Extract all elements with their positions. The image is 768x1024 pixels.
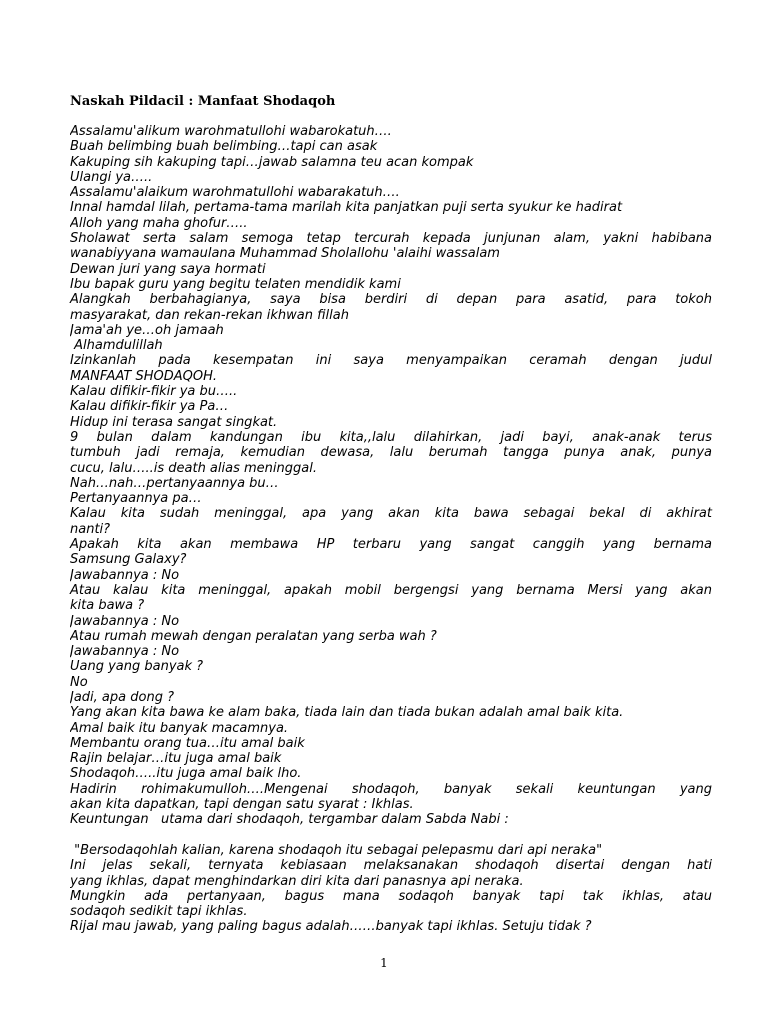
text-line: Amal baik itu banyak macamnya. [70, 720, 289, 736]
text-line: nanti? [70, 521, 111, 537]
text-line: Keuntungan utama dari shodaqoh, tergambar dalam Sabda Nabi : [70, 812, 509, 828]
text-line: Jawabannya : No [70, 613, 180, 629]
text-line: Assalamu'alaikum warohmatullohi wabarakatuh…. [70, 185, 400, 201]
text-line: Sholawat serta salam semoga tetap tercurah kepada junjunan alam, yakni habibana [70, 231, 712, 247]
text-line: Alloh yang maha ghofur….. [70, 215, 248, 231]
document-title: Naskah Pildacil : Manfaat Shodaqoh [70, 94, 336, 109]
text-line: Hidup ini terasa sangat singkat. [70, 414, 278, 430]
text-line: Kalau difikir-fikir ya bu….. [70, 384, 238, 400]
text-line: Assalamu'alikum warohmatullohi wabarokatuh…. [70, 124, 392, 139]
blank-line [70, 828, 712, 843]
text-line: MANFAAT SHODAQOH. [70, 368, 217, 384]
text-line: Jama'ah ye…oh jamaah [70, 322, 224, 338]
text-line: Atau kalau kita meninggal, apakah mobil bergengsi yang bernama Mersi yang akan [70, 582, 712, 598]
text-line: Apakah kita akan membawa HP terbaru yang sangat canggih yang bernama [70, 537, 712, 553]
text-line: wanabiyyana wamaulana Muhammad Sholallohu 'alaihi wassalam [70, 246, 500, 262]
text-line: Shodaqoh…..itu juga amal baik lho. [70, 766, 302, 782]
text-line: Alangkah berbahagianya, saya bisa berdiri di depan para asatid, para tokoh [70, 292, 712, 308]
text-line: Membantu orang tua…itu amal baik [70, 735, 305, 751]
text-line: Yang akan kita bawa ke alam baka, tiada lain dan tiada bukan adalah amal baik kita. [70, 705, 624, 721]
text-line: Alhamdulillah [70, 338, 163, 354]
text-line: Ulangi ya….. [70, 169, 153, 185]
text-line: Atau rumah mewah dengan peralatan yang serba wah ? [70, 628, 437, 644]
text-line: Hadirin rohimakumulloh….Mengenai shodaqoh, banyak sekali keuntungan yang [70, 781, 712, 797]
text-line: Pertanyaannya pa… [70, 491, 202, 507]
text-line: Jadi, apa dong ? [70, 689, 174, 705]
text-line: Ibu bapak guru yang begitu telaten mendidik kami [70, 276, 401, 292]
text-line: Izinkanlah pada kesempatan ini saya menyampaikan ceramah dengan judul [70, 353, 712, 369]
text-line: cucu, lalu…..is death alias meninggal. [70, 460, 317, 476]
text-line: Uang yang banyak ? [70, 659, 204, 675]
text-line: No [70, 674, 88, 690]
text-line: Rijal mau jawab, yang paling bagus adalah……banyak tapi ikhlas. Setuju tidak ? [70, 919, 592, 935]
text-line: 9 bulan dalam kandungan ibu kita,,lalu dilahirkan, jadi bayi, anak-anak terus [70, 429, 712, 445]
text-line: "Bersodaqohlah kalian, karena shodaqoh itu sebagai pelepasmu dari api neraka" [70, 842, 603, 858]
text-line: Buah belimbing buah belimbing…tapi can asak [70, 139, 378, 155]
text-line: sodaqoh sedikit tapi ikhlas. [70, 904, 248, 920]
text-line: Samsung Galaxy? [70, 552, 187, 568]
text-line: Kalau difikir-fikir ya Pa… [70, 399, 229, 415]
text-line: Jawabannya : No [70, 567, 180, 583]
text-line: masyarakat, dan rekan-rekan ikhwan fillah [70, 307, 349, 323]
text-line: Kalau kita sudah meninggal, apa yang akan kita bawa sebagai bekal di akhirat [70, 506, 712, 522]
text-line: Mungkin ada pertanyaan, bagus mana sodaqoh banyak tapi tak ikhlas, atau [70, 888, 712, 904]
text-line: tumbuh jadi remaja, kemudian dewasa, lalu berumah tangga punya anak, punya [70, 445, 712, 461]
text-line: Jawabannya : No [70, 644, 180, 660]
text-line: Dewan juri yang saya hormati [70, 261, 266, 277]
text-line: Ini jelas sekali, ternyata kebiasaan melaksanakan shodaqoh disertai dengan hati [70, 858, 712, 874]
document-body [70, 124, 712, 935]
page-number: 1 [380, 956, 388, 970]
text-line: Nah…nah…pertanyaannya bu… [70, 475, 279, 491]
text-line: kita bawa ? [70, 598, 145, 614]
text-line: yang ikhlas, dapat menghindarkan diri kita dari panasnya api neraka. [70, 873, 524, 889]
text-line: Innal hamdal lilah, pertama-tama marilah kita panjatkan puji serta syukur ke hadirat [70, 200, 623, 216]
text-line: akan kita dapatkan, tapi dengan satu syarat : Ikhlas. [70, 797, 414, 813]
text-line: Kakuping sih kakuping tapi…jawab salamna teu acan kompak [70, 154, 474, 170]
text-line: Rajin belajar…itu juga amal baik [70, 751, 282, 767]
